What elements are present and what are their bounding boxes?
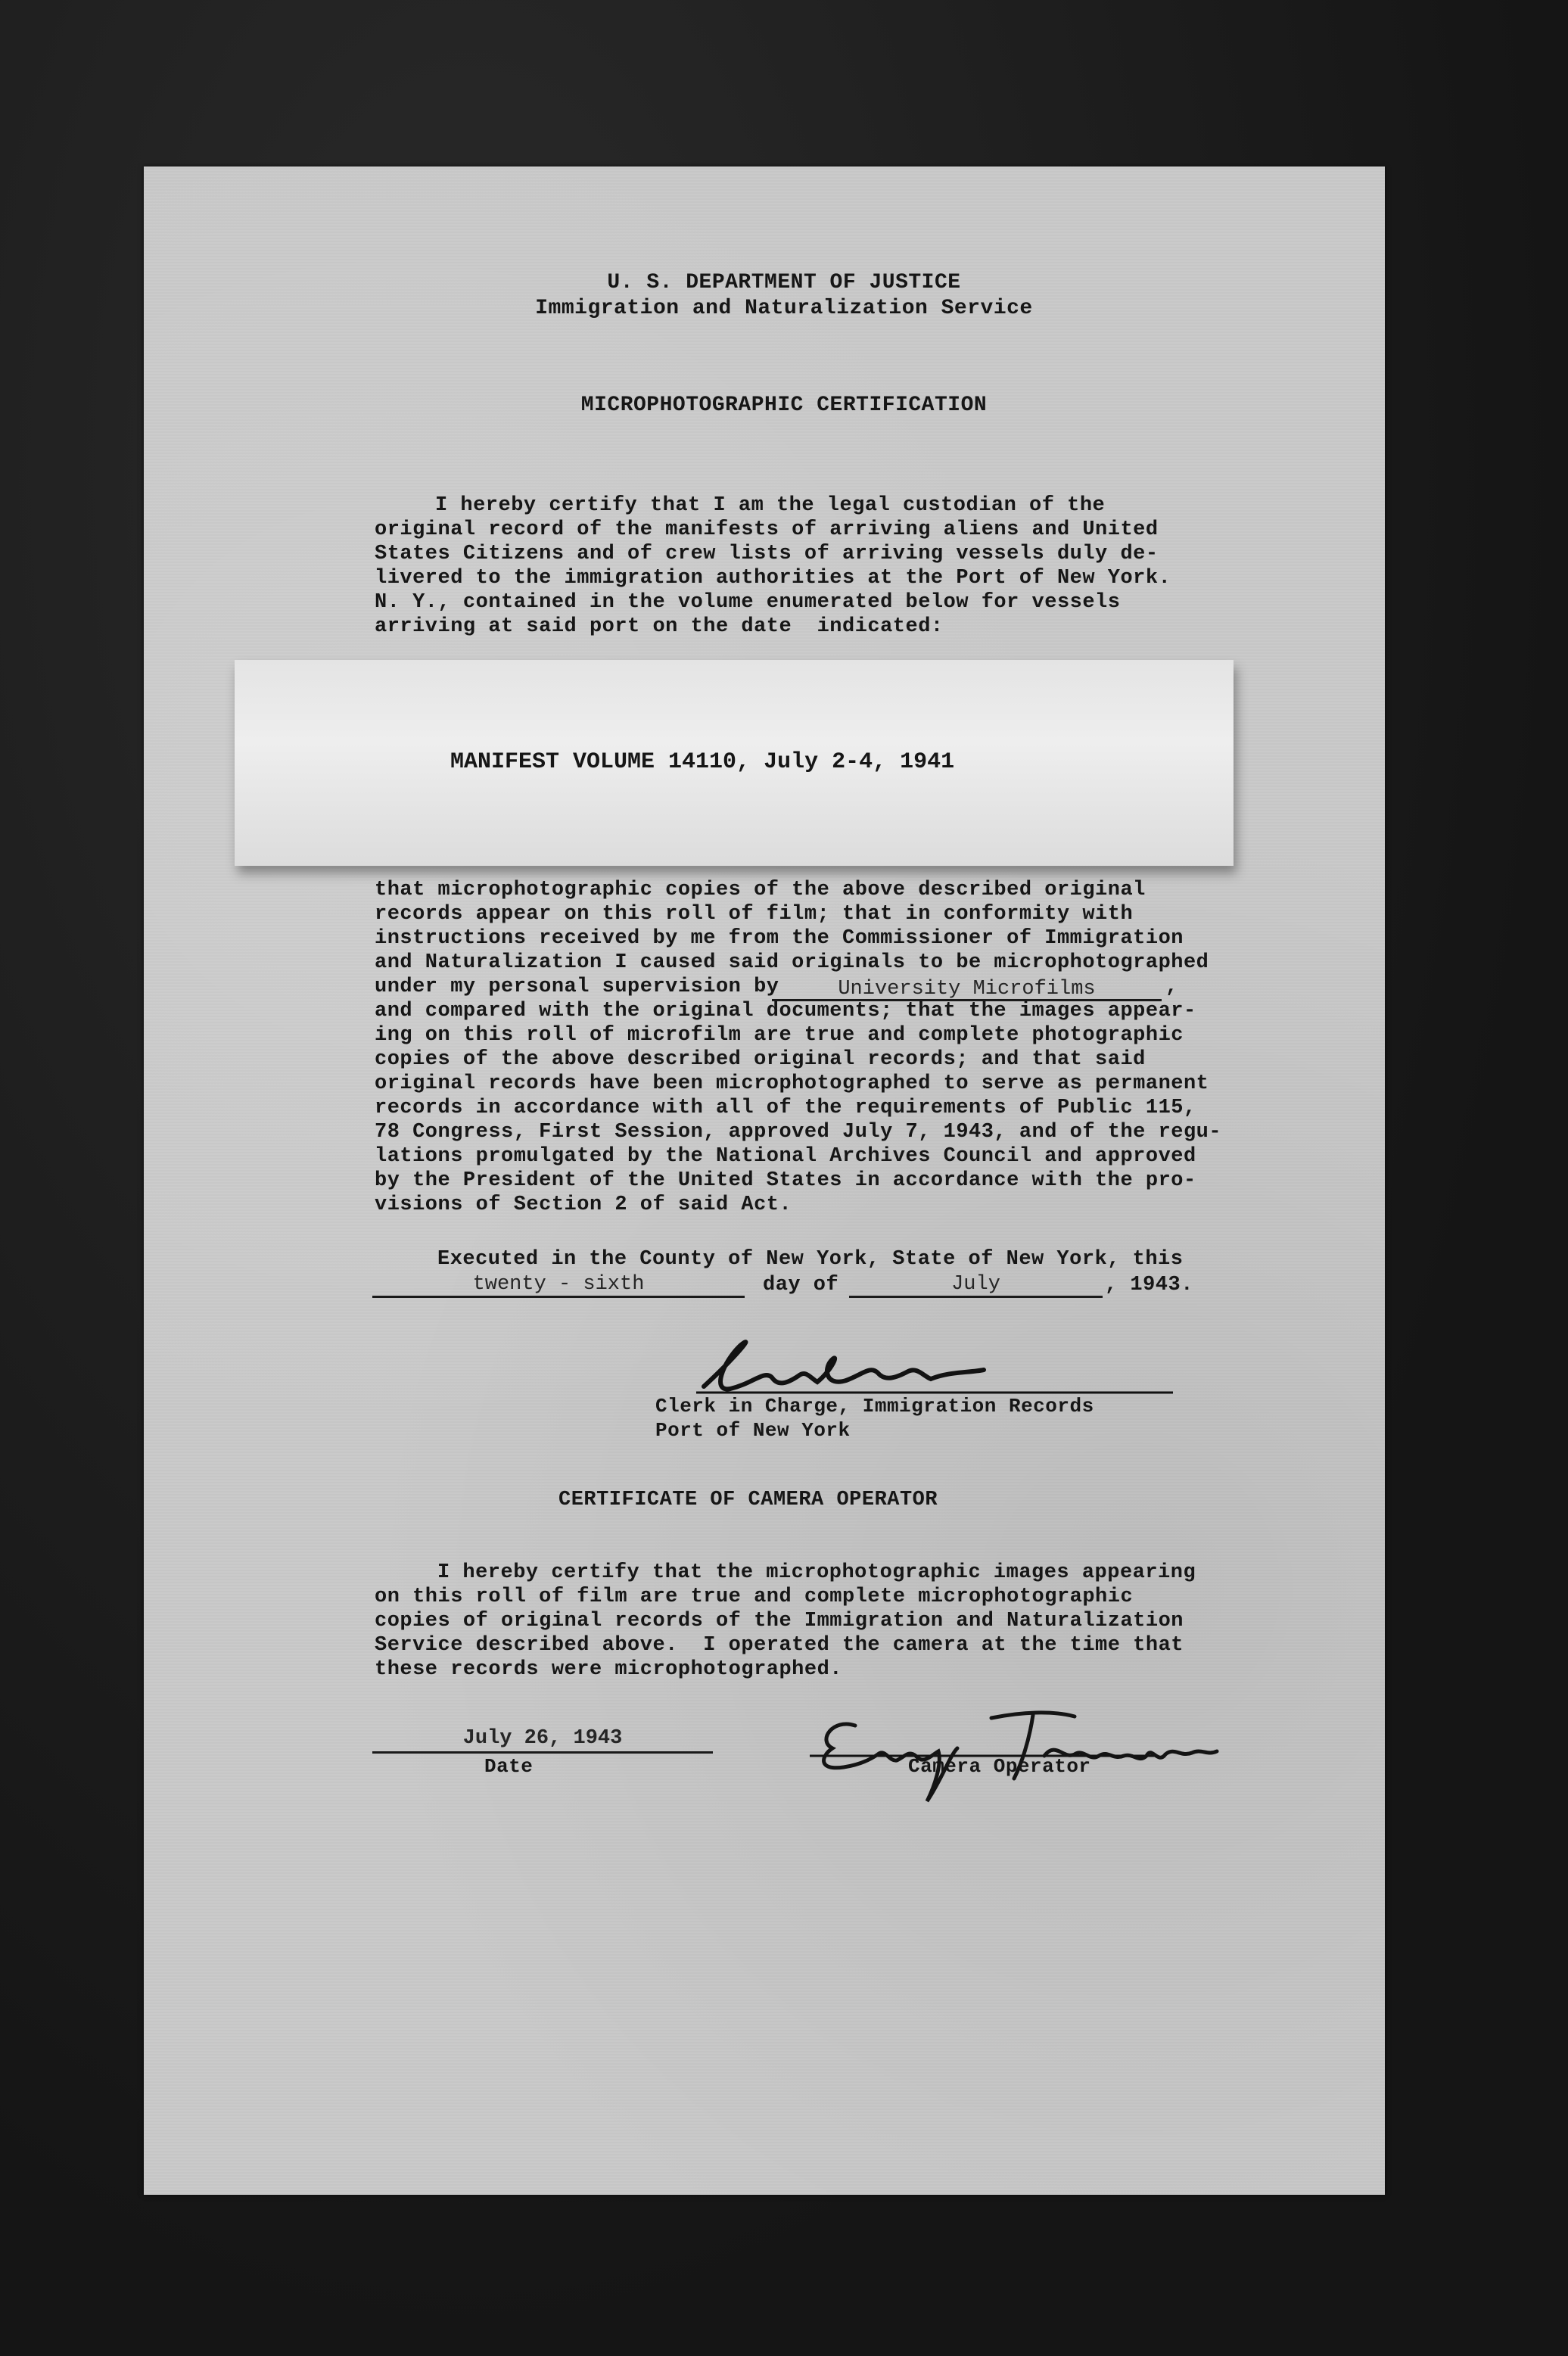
camera-line: these records were microphotographed. — [375, 1658, 842, 1681]
custodian-line: original record of the manifests of arriving aliens and United — [375, 518, 1159, 541]
custodian-line: I hereby certify that I am the legal custodian of the — [435, 494, 1106, 517]
custodian-line: arriving at said port on the date indicated: — [375, 615, 944, 638]
certification-line: and Naturalization I caused said originals to be microphotographed — [375, 951, 1209, 974]
camera-operator-label: Camera Operator — [908, 1755, 1091, 1778]
certification-line: under my personal supervision by — [375, 976, 779, 998]
custodian-line: States Citizens and of crew lists of arriving vessels duly de- — [375, 543, 1159, 565]
manifest-volume-label: MANIFEST VOLUME 14110, July 2-4, 1941 — [450, 749, 955, 775]
camera-line: I hereby certify that the microphotographic images appearing — [437, 1561, 1196, 1584]
certification-line: visions of Section 2 of said Act. — [375, 1194, 792, 1216]
month-value: July — [951, 1273, 1000, 1296]
camera-line: on this roll of film are true and complete microphotographic — [375, 1586, 1134, 1608]
day-of-label: day of — [763, 1274, 839, 1296]
year-text: , 1943. — [1105, 1274, 1193, 1296]
camera-line: Service described above. I operated the camera at the time that — [375, 1634, 1184, 1657]
camera-line: copies of original records of the Immigration and Naturalization — [375, 1610, 1184, 1632]
date-label: Date — [484, 1755, 534, 1778]
certification-line: copies of the above described original records; and that said — [375, 1048, 1146, 1071]
custodian-line: livered to the immigration authorities at the Port of New York. — [375, 567, 1171, 590]
date-fill-line — [372, 1751, 713, 1754]
service-heading: Immigration and Naturalization Service — [535, 297, 1033, 320]
custodian-line: N. Y., contained in the volume enumerated below for vessels — [375, 591, 1121, 614]
certification-line: 78 Congress, First Session, approved July 7, 1943, and of the regu- — [375, 1121, 1222, 1144]
certification-line: ing on this roll of microfilm are true and complete photographic — [375, 1024, 1184, 1047]
supervisor-value: University Microfilms — [838, 978, 1096, 1001]
camera-certificate-title: CERTIFICATE OF CAMERA OPERATOR — [558, 1489, 938, 1511]
certification-line: by the President of the United States in accordance with the pro- — [375, 1169, 1196, 1192]
camera-operator-signature — [802, 1695, 1256, 1809]
day-value: twenty - sixth — [472, 1273, 645, 1296]
certification-line: instructions received by me from the Commissioner of Immigration — [375, 927, 1184, 950]
certification-line: lations promulgated by the National Archives Council and approved — [375, 1145, 1196, 1168]
certification-line: records appear on this roll of film; that in conformity with — [375, 903, 1134, 926]
executed-line: Executed in the County of New York, State of New York, this — [437, 1248, 1184, 1271]
clerk-title: Clerk in Charge, Immigration Records — [655, 1395, 1094, 1418]
department-heading: U. S. DEPARTMENT OF JUSTICE — [607, 271, 961, 294]
certification-line: original records have been microphotographed to serve as permanent — [375, 1072, 1209, 1095]
certification-line: that microphotographic copies of the above described original — [375, 879, 1146, 901]
certification-title: MICROPHOTOGRAPHIC CERTIFICATION — [580, 394, 988, 417]
day-fill-line — [372, 1296, 745, 1298]
certification-line: and compared with the original documents; that the images appear- — [375, 1000, 1196, 1022]
supervisor-comma: , — [1165, 976, 1178, 998]
clerk-location: Port of New York — [655, 1419, 851, 1442]
certification-line: records in accordance with all of the requirements of Public 115, — [375, 1097, 1196, 1119]
month-fill-line — [849, 1296, 1103, 1298]
date-value: July 26, 1943 — [462, 1727, 623, 1750]
